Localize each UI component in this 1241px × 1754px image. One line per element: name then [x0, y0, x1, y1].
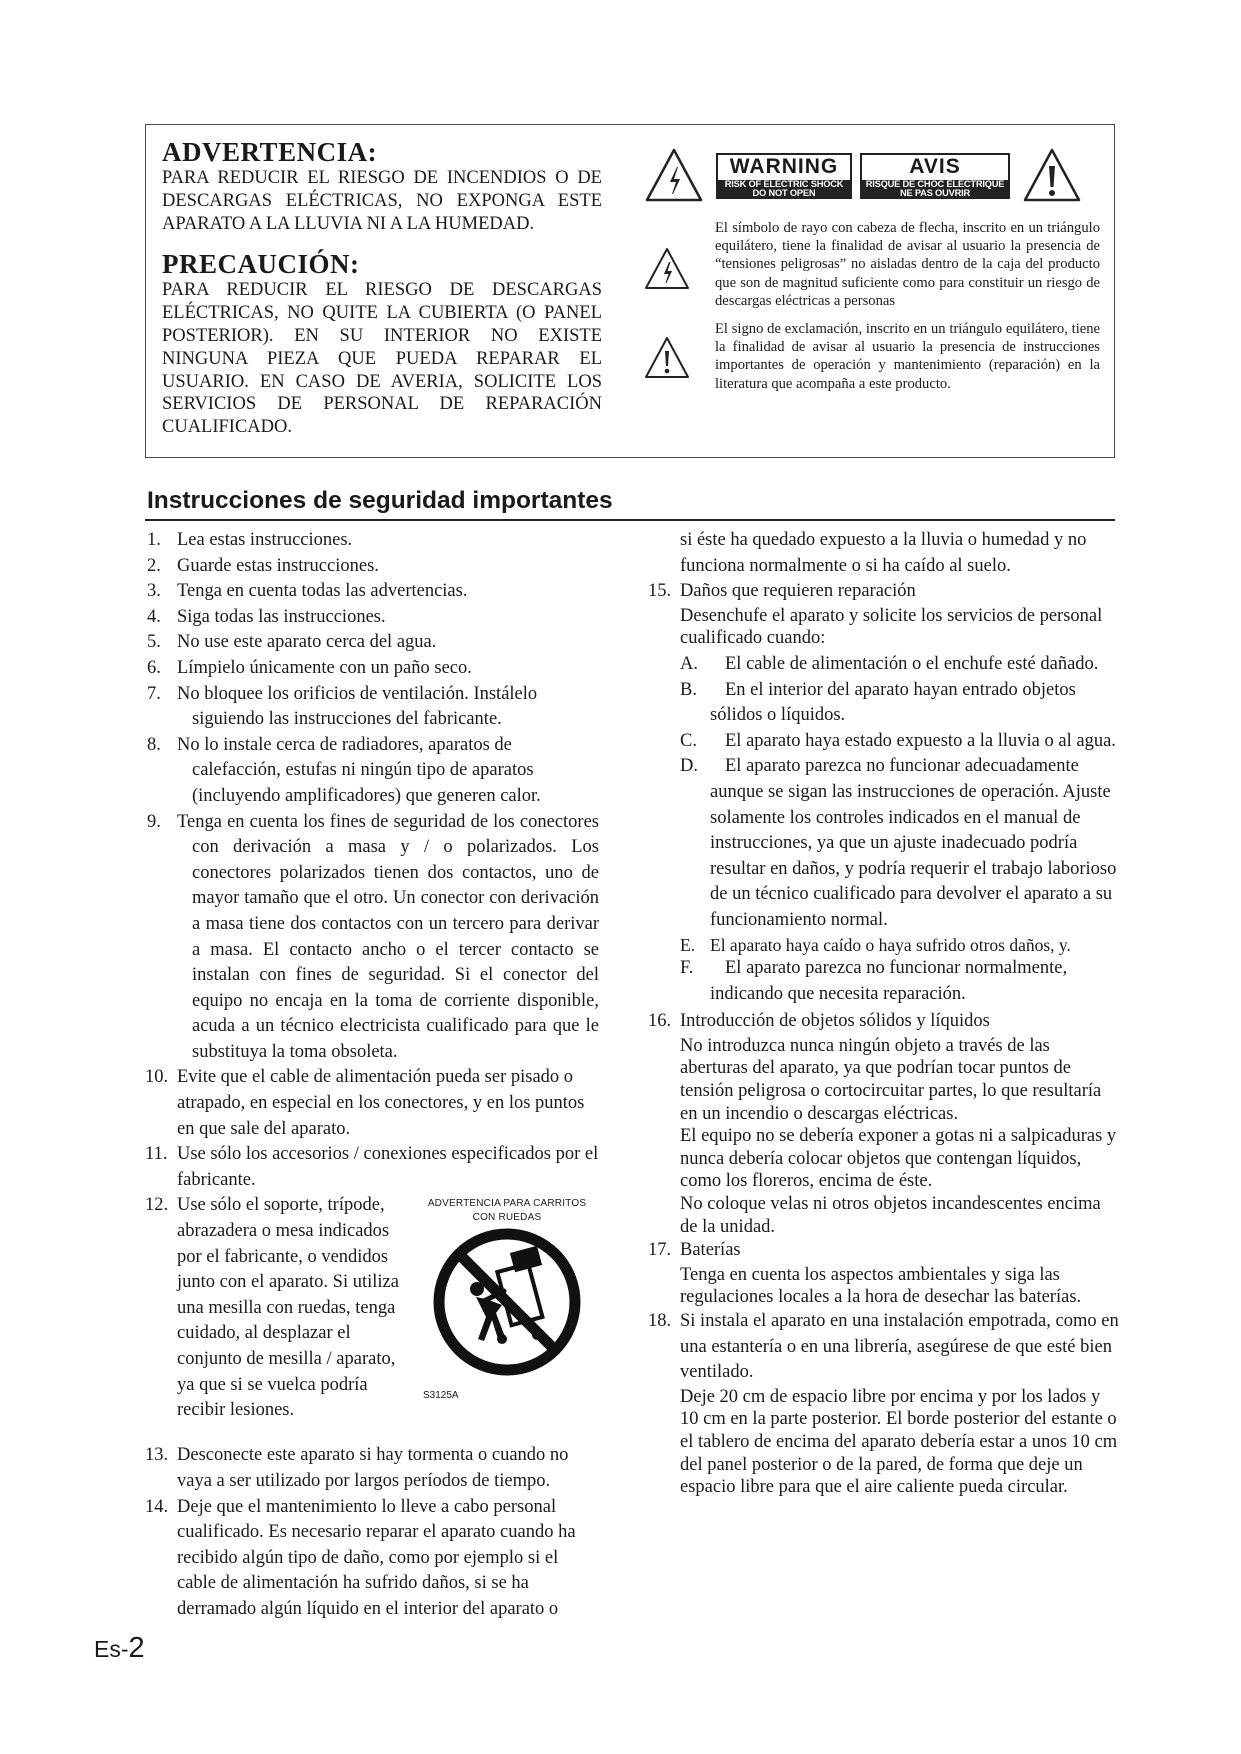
page-digit: 2	[128, 1632, 145, 1664]
advertencia-text: PARA REDUCIR EL RIESGO DE INCENDIOS O DE DESCARGAS ELÉCTRICAS, NO EXPONGA ESTE APARATO A LA LLUVIA NI A LA HUMEDAD.	[162, 168, 602, 234]
item-number: 7.	[147, 683, 161, 704]
item-text: Deje que el mantenimiento lo lleve a cabo personal cualificado. Es necesario reparar el aparato cuando ha recibido algún tipo de daño, como por ejemplo si el cable de alimentación ha sufrido daños, si se ha derramado algún líquido en el interior del aparato o	[177, 1496, 576, 1619]
item-text: No coloque velas ni otros objetos incandescentes encima de la unidad.	[680, 1194, 1101, 1237]
lightning-triangle-icon	[644, 247, 690, 291]
section-rule	[145, 519, 1115, 521]
item-text: Deje 20 cm de espacio libre por encima y por los lados y 10 cm en la parte posterior. El borde posterior del estante o el tablero de encima del aparato debería estar a unos 10 cm del panel posterior o de la pared, de forma que deje un espacio libre para que el aire caliente pueda circular.	[680, 1386, 1118, 1498]
cart-warning-figure	[415, 1197, 599, 1402]
list-item-paragraph	[650, 1193, 1120, 1238]
list-item	[147, 528, 599, 554]
item-number: 18.	[648, 1311, 672, 1331]
page-number	[94, 1632, 145, 1665]
avis-label: AVIS	[909, 155, 961, 178]
list-item	[147, 554, 599, 580]
cart-code: S3125A	[423, 1390, 459, 1402]
item-text: Use sólo el soporte, trípode, abrazadera o mesa indicados por el fabricante, o vendidos junto con el aparato. Si utiliza una mesilla con ruedas, tenga cuidado, al desplazar el conjunto de mesilla / aparato, ya que si se vuelca podría recibir lesiones.	[177, 1195, 399, 1421]
cart-block	[147, 1193, 599, 1443]
sublist-item	[680, 729, 1120, 755]
item-text: El aparato haya caído o haya sufrido otros daños, y.	[710, 934, 1071, 955]
warning-sublabel	[718, 180, 850, 197]
exclamation-explanation-row	[644, 320, 1100, 393]
item-text: El aparato haya estado expuesto a la lluvia o al agua.	[725, 730, 1116, 751]
warning-sublabel-1: RISK OF ELECTRIC SHOCK	[724, 179, 844, 189]
item-number: 9.	[147, 811, 161, 832]
item-text: Siga todas las instrucciones.	[177, 606, 386, 627]
list-item-paragraph	[650, 1035, 1120, 1125]
exclamation-triangle-icon	[1022, 147, 1082, 203]
list-item	[147, 630, 599, 656]
lightning-explanation-row	[644, 219, 1100, 310]
item-text: El cable de alimentación o el enchufe esté dañado.	[725, 653, 1099, 674]
warning-text-column	[162, 137, 602, 439]
item-number: 14.	[145, 1496, 169, 1517]
lightning-explanation: El símbolo de rayo con cabeza de flecha, inscrito en un triángulo equilátero, tiene la finalidad de avisar al usuario la presencia de “tensiones peligrosas” no aisladas dentro de la caja del producto que son de magnitud suficiente como para constituir un riesgo de descargas eléctricas a personas	[715, 220, 1100, 309]
list-item	[650, 1238, 1120, 1264]
sub-letter: E.	[680, 934, 696, 955]
sublist-item	[680, 754, 1120, 933]
cart-tipover-icon	[432, 1227, 582, 1377]
warning-sign	[716, 153, 852, 199]
precaucion-text: PARA REDUCIR EL RIESGO DE DESCARGAS ELÉCTRICAS, NO QUITE LA CUBIERTA (O PANEL POSTERIOR). EN SU INTERIOR NO EXISTE NINGUNA PIEZA QUE PUEDA REPARAR EL USUARIO. EN CASO DE AVERIA, SOLICITE LOS SERVICIOS DE PERSONAL DE REPARACIÓN CUALIFICADO.	[162, 280, 602, 438]
right-column	[650, 528, 1120, 1499]
precaucion-title: PRECAUCIÓN:	[162, 249, 360, 280]
sublist-item	[680, 678, 1120, 729]
symbols-column	[644, 147, 1100, 393]
item-number: 8.	[147, 734, 161, 755]
list-item-paragraph	[650, 1125, 1120, 1193]
sub-letter: F.	[680, 958, 694, 979]
item-text: Desconecte este aparato si hay tormenta o cuando no vaya a ser utilizado por largos períodos de tiempo.	[177, 1445, 569, 1492]
section-title: Instrucciones de seguridad importantes	[147, 487, 613, 514]
item-number: 10.	[145, 1067, 169, 1088]
list-item	[650, 1009, 1120, 1035]
item-text: Evite que el cable de alimentación pueda ser pisado o atrapado, en especial en los conectores, y en los puntos en que sale del aparato.	[177, 1067, 585, 1139]
list-item	[147, 579, 599, 605]
sub-letter: A.	[680, 653, 698, 674]
item-text: No lo instale cerca de radiadores, aparatos de calefacción, estufas ni ningún tipo de aparatos (incluyendo amplificadores) que generen calor.	[177, 734, 541, 806]
list-item	[147, 656, 599, 682]
item-number: 16.	[648, 1011, 672, 1032]
list-item	[147, 682, 599, 733]
left-column	[147, 528, 599, 1623]
item-number: 13.	[145, 1445, 169, 1466]
list-item	[147, 1193, 409, 1423]
list-item	[147, 1065, 599, 1142]
item-text: Lea estas instrucciones.	[177, 530, 353, 550]
avis-sublabel-1: RISQUE DE CHOC ELECTRIQUE	[865, 179, 1005, 189]
item-text: Tenga en cuenta los aspectos ambientales y siga las regulaciones locales a la hora de desechar las baterías.	[680, 1264, 1082, 1308]
item-text: si éste ha quedado expuesto a la lluvia o humedad y no funciona normalmente o si ha caído al suelo.	[680, 530, 1087, 576]
item-number: 5.	[147, 632, 161, 653]
item-number: 12.	[145, 1195, 169, 1216]
item-number: 15.	[648, 581, 672, 602]
cart-caption: ADVERTENCIA PARA CARRITOS CON RUEDAS	[427, 1198, 587, 1224]
list-item	[147, 1142, 599, 1193]
item-number: 2.	[147, 555, 161, 576]
item-number: 3.	[147, 581, 161, 602]
item-text: Daños que requieren reparación	[680, 581, 916, 602]
warning-box	[145, 124, 1115, 458]
avis-sublabel	[862, 180, 1008, 197]
item-text: Si instala el aparato en una instalación empotrada, como en una estantería o en una librería, asegúrese de que esté bien ventilado.	[680, 1311, 1119, 1383]
item-number: 4.	[147, 606, 161, 627]
item-text: Introducción de objetos sólidos y líquidos	[680, 1011, 990, 1032]
avis-sublabel-2: NE PAS OUVRIR	[899, 187, 971, 198]
advertencia-title: ADVERTENCIA:	[162, 137, 378, 167]
sublist	[650, 652, 1120, 1007]
warning-sublabel-2: DO NOT OPEN	[752, 187, 816, 198]
item-text: Desenchufe el aparato y solicite los servicios de personal cualificado cuando:	[680, 605, 1103, 649]
list-item	[147, 605, 599, 631]
page-prefix: Es-	[94, 1636, 129, 1662]
avis-sign	[860, 153, 1010, 199]
list-item-paragraph	[650, 605, 1120, 650]
item-text: En el interior del aparato hayan entrado objetos sólidos o líquidos.	[710, 679, 1076, 726]
sublist-item	[680, 934, 1120, 957]
item-number: 11.	[145, 1144, 168, 1165]
item-text: Límpielo únicamente con un paño seco.	[177, 657, 472, 678]
item-text: No bloquee los orificios de ventilación. Instálelo siguiendo las instrucciones del fabricante.	[177, 683, 538, 730]
sub-letter: C.	[680, 730, 697, 751]
item-text: Tenga en cuenta todas las advertencias.	[177, 581, 468, 602]
list-item	[650, 579, 1120, 605]
item-text: El equipo no se debería exponer a gotas ni a salpicaduras y nunca debería colocar objetos que contengan líquidos, como los floreros, encima de éste.	[680, 1126, 1117, 1192]
sublist-item	[680, 652, 1120, 678]
item-number: 1.	[147, 530, 161, 550]
list-item	[147, 1443, 599, 1494]
sublist-item	[680, 956, 1120, 1007]
sub-letter: B.	[680, 679, 697, 700]
list-item	[147, 1495, 599, 1623]
item-text: Baterías	[680, 1240, 741, 1261]
list-item-paragraph	[650, 1386, 1120, 1499]
item-text: El aparato parezca no funcionar normalmente, indicando que necesita reparación.	[710, 958, 1068, 1004]
list-item	[147, 733, 599, 810]
item-text: Guarde estas instrucciones.	[177, 555, 379, 576]
list-item-paragraph	[650, 1264, 1120, 1309]
list-item	[650, 1309, 1120, 1386]
list-item	[147, 810, 599, 1066]
warning-label: WARNING	[729, 155, 839, 178]
sub-letter: D.	[680, 756, 698, 777]
exclamation-explanation: El signo de exclamación, inscrito en un triángulo equilátero, tiene la finalidad de avisar al usuario la presencia de instrucciones importantes de operación y mantenimiento (reparación) en la literatura que acompaña a este producto.	[715, 321, 1100, 392]
item-text: Use sólo los accesorios / conexiones especificados por el fabricante.	[177, 1144, 599, 1190]
item-text: No use este aparato cerca del agua.	[177, 632, 437, 653]
item-number: 6.	[147, 657, 161, 678]
list-item-continued	[650, 528, 1120, 579]
item-number: 17.	[648, 1240, 672, 1261]
item-text: Tenga en cuenta los fines de seguridad de los conectores con derivación a masa y / o polarizados. Los conectores polarizados tienen dos contactos, uno de mayor tamaño que el otro. Un conector con derivación a masa tiene dos contactos con un tercero para derivar a masa. El contacto ancho o el tercer contacto se instalan con fines de seguridad. Si el conector del equipo no encaja en la toma de corriente disponible, acuda a un técnico electricista cualificado para que le substituya la toma obsoleta.	[177, 811, 599, 1062]
exclamation-triangle-icon	[644, 336, 690, 380]
item-text: El aparato parezca no funcionar adecuadamente aunque se sigan las instrucciones de operación. Ajuste solamente los controles indicados en el manual de instrucciones, ya que un ajuste inadecuado podría resultar en daños, y podría requerir el trabajo laborioso de un técnico cualificado para devolver el aparato a su funcionamiento normal.	[710, 756, 1117, 930]
lightning-triangle-icon	[644, 147, 704, 203]
item-text: No introduzca nunca ningún objeto a través de las aberturas del aparato, ya que podrían tocar puntos de tensión peligrosa o cortocircuitar partes, lo que resultaría en un incendio o descargas eléctricas.	[680, 1035, 1102, 1124]
warning-labels-row	[644, 147, 1100, 207]
